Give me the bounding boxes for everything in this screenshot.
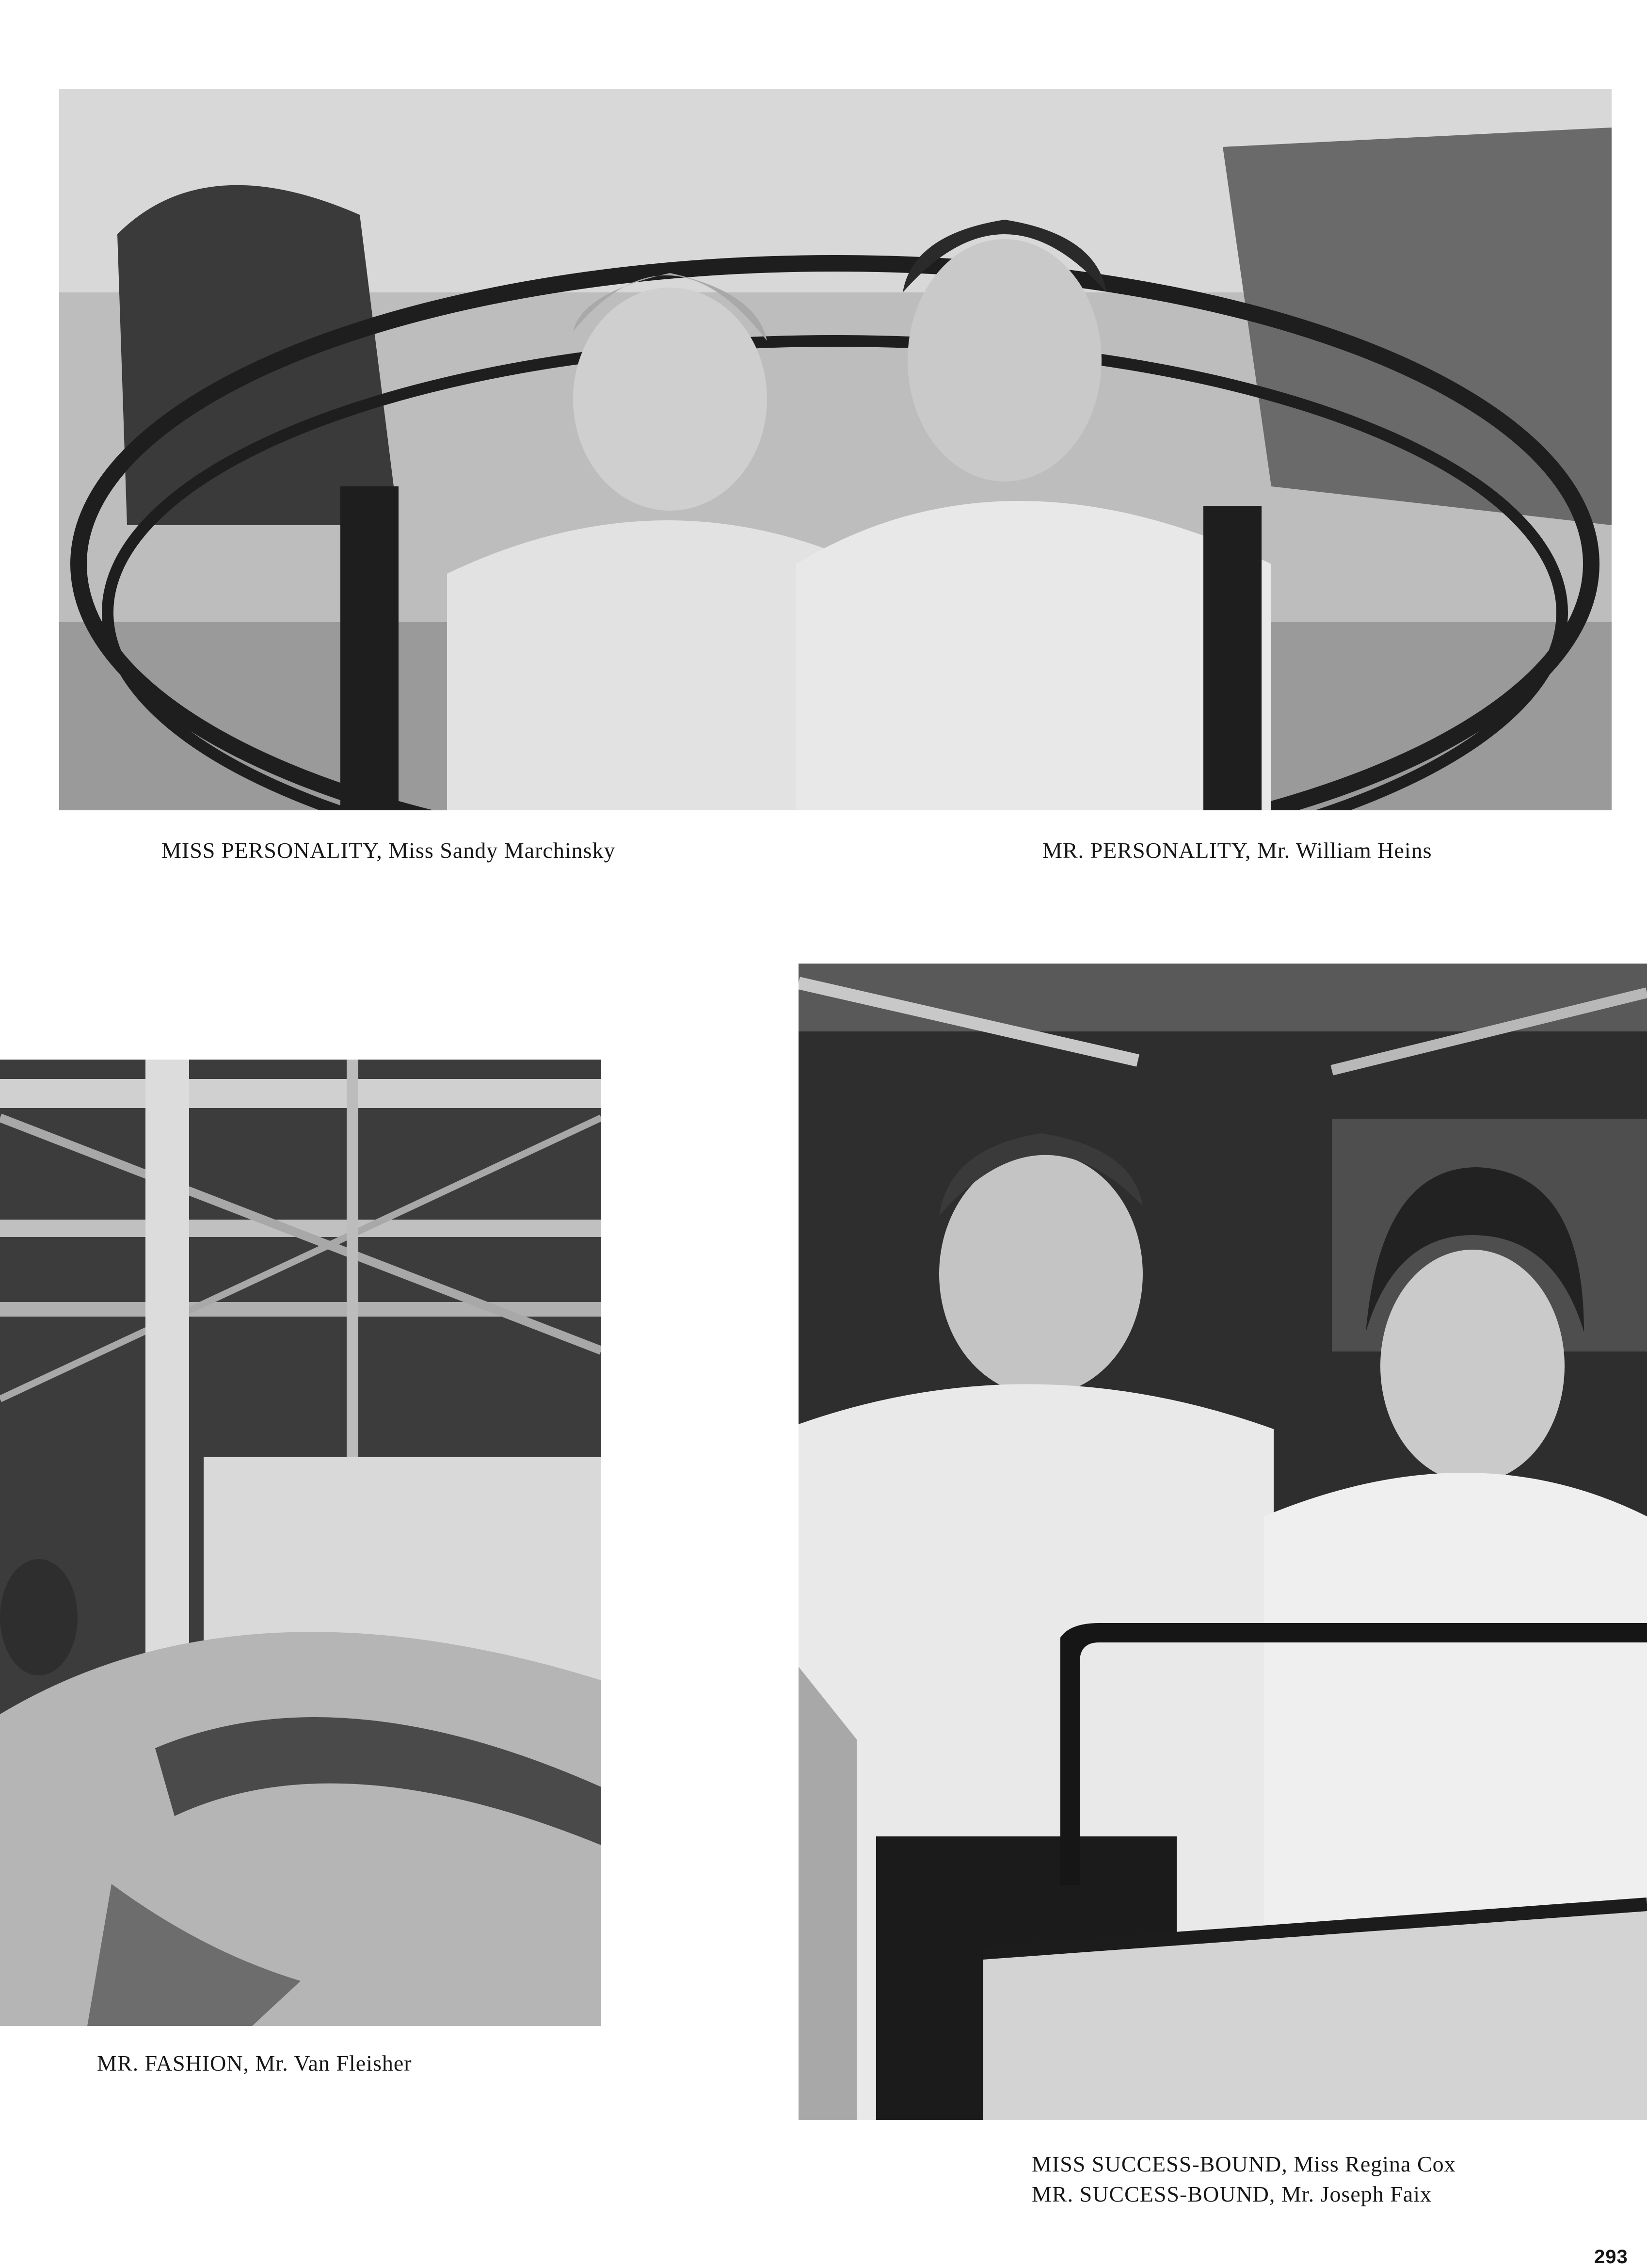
photo-personality-couple: [59, 89, 1612, 810]
caption-mr-fashion: MR. FASHION, Mr. Van Fleisher: [97, 2051, 412, 2075]
caption-miss-success-bound: MISS SUCCESS-BOUND, Miss Regina Cox: [1032, 2152, 1456, 2176]
caption-mr-success-bound: MR. SUCCESS-BOUND, Mr. Joseph Faix: [1032, 2182, 1432, 2206]
photo-mr-fashion: [0, 1060, 601, 2026]
photo-success-bound-image: [799, 964, 1647, 2120]
photo-success-bound-couple: [799, 964, 1647, 2120]
photo-fashion-image: [0, 1060, 601, 2026]
caption-mr-personality: MR. PERSONALITY, Mr. William Heins: [1042, 838, 1432, 863]
photo-personality-image: [59, 89, 1612, 810]
page-number: 293: [1594, 2246, 1628, 2268]
caption-miss-personality: MISS PERSONALITY, Miss Sandy Marchinsky: [161, 838, 616, 863]
